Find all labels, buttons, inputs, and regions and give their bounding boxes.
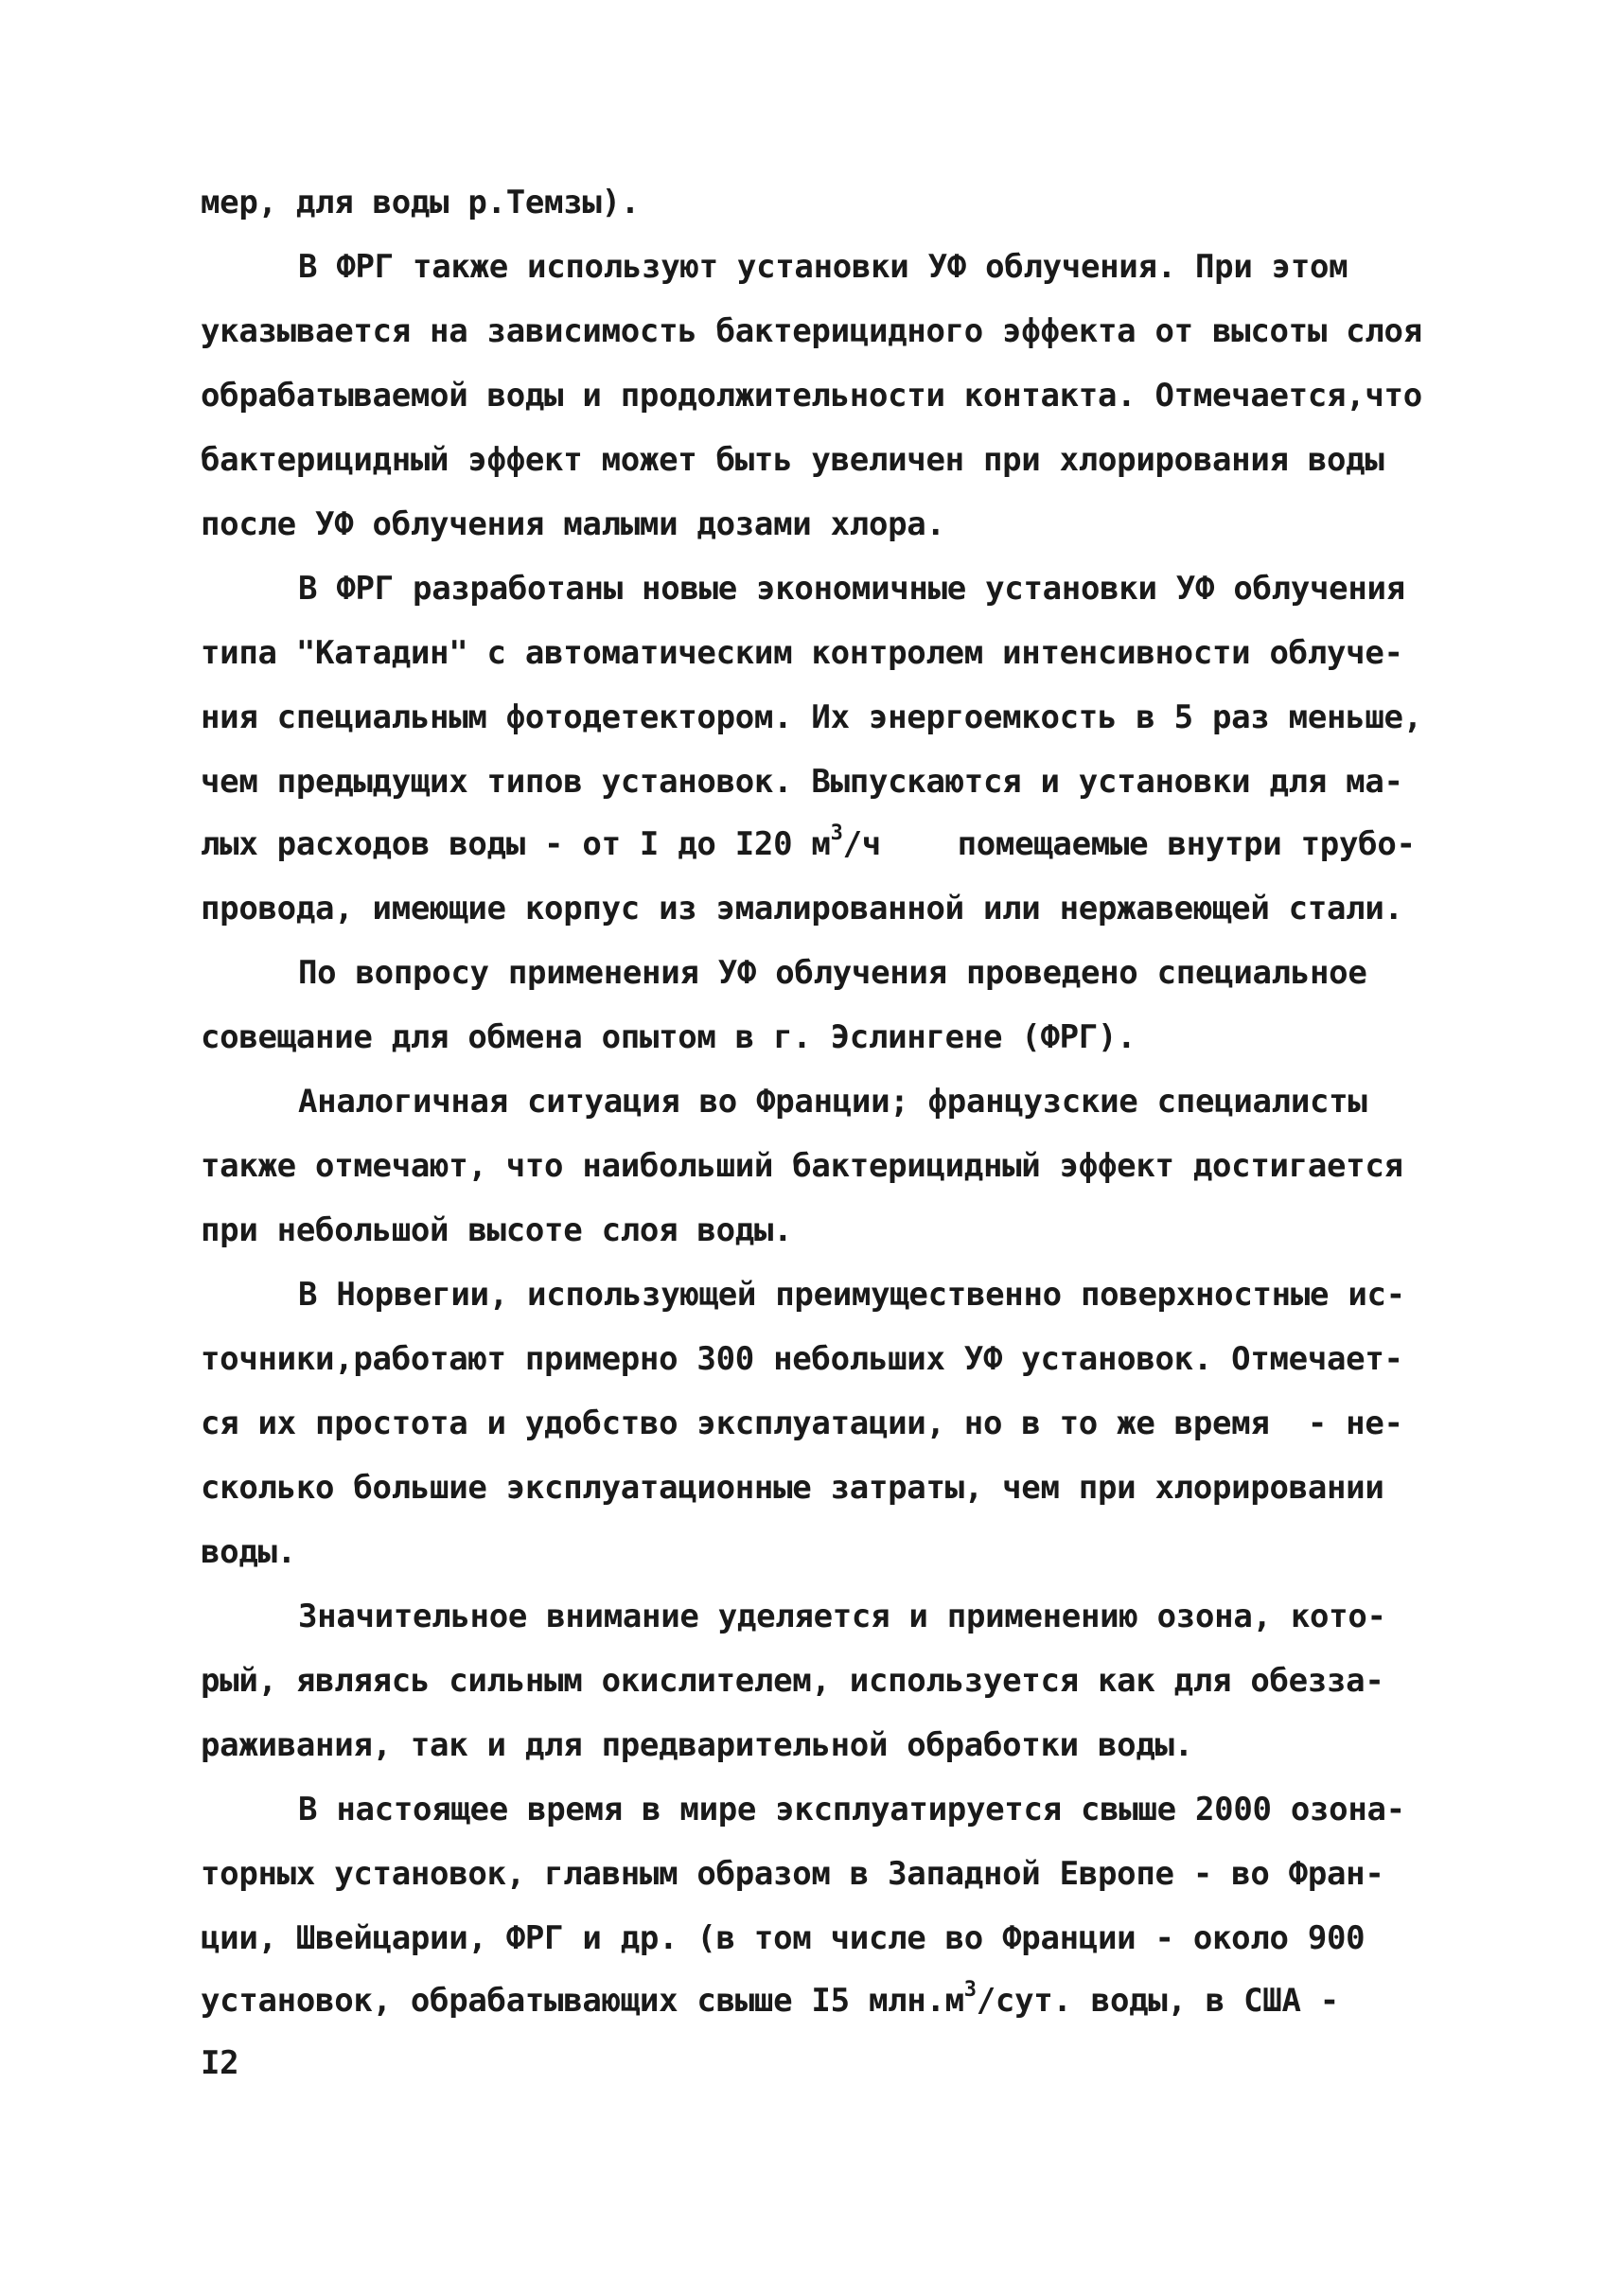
text-line: после УФ облучения малыми дозами хлора. (201, 505, 945, 543)
text-line: В Норвегии, использующей преимущественно поверхностные ис- (298, 1276, 1405, 1314)
text-line: ции, Швейцарии, ФРГ и др. (в том числе во Франции - около 900 (201, 1919, 1366, 1957)
text-line: Аналогичная ситуация во Франции; французские специалисты (298, 1083, 1367, 1121)
text-fragment: /сут. воды, в США - (976, 1982, 1339, 2020)
text-line: раживания, так и для предварительной обработки воды. (201, 1726, 1193, 1764)
text-line: чем предыдущих типов установок. Выпускаются и установки для ма- (201, 763, 1403, 801)
text-line: ся их простота и удобство эксплуатации, но в то же время - не- (201, 1404, 1403, 1442)
page-number: I2 (201, 2044, 239, 2082)
text-line: В настоящее время в мире эксплуатируется свыше 2000 озона- (298, 1791, 1405, 1828)
text-line: торных установок, главным образом в Западной Европе - во Фран- (201, 1855, 1384, 1893)
text-line: точники,работают примерно 300 небольших УФ установок. Отмечает- (201, 1340, 1403, 1378)
superscript: 3 (963, 1977, 977, 2002)
text-fragment: /ч помещаемые внутри трубо- (842, 825, 1416, 863)
text-fragment: установок, обрабатывающих свыше I5 млн.м (201, 1982, 964, 2020)
text-line: типа "Катадин" с автоматическим контролем интенсивности облуче- (201, 634, 1403, 672)
text-line: ния специальным фотодетектором. Их энергоемкость в 5 раз меньше, (201, 698, 1422, 736)
text-line: провода, имеющие корпус из эмалированной или нержавеющей стали. (201, 890, 1403, 927)
text-line: Значительное внимание уделяется и применению озона, кото- (298, 1598, 1386, 1635)
text-line: мер, для воды р.Темзы). (201, 184, 640, 221)
text-line: также отмечают, что наибольший бактерицидный эффект достигается (201, 1147, 1403, 1185)
text-line: совещание для обмена опытом в г. Эслингене (ФРГ). (201, 1018, 1136, 1056)
text-line: рый, являясь сильным окислителем, используется как для обезза- (201, 1662, 1384, 1700)
text-line: По вопросу применения УФ облучения проведено специальное (298, 954, 1367, 992)
text-line: бактерицидный эффект может быть увеличен при хлорирования воды (201, 441, 1384, 479)
text-line: при небольшой высоте слоя воды. (201, 1211, 793, 1249)
text-line: сколько большие эксплуатационные затраты, чем при хлорировании (201, 1469, 1384, 1507)
text-line (201, 821, 1416, 863)
text-fragment: лых расходов воды - от I до I20 м (201, 825, 831, 863)
text-line: воды. (201, 1533, 296, 1571)
text-line: В ФРГ также используют установки УФ облучения. При этом (298, 248, 1348, 286)
text-line (201, 1977, 1339, 2020)
text-line: обрабатываемой воды и продолжительности контакта. Отмечается,что (201, 377, 1422, 415)
text-line: указывается на зависимость бактерицидного эффекта от высоты слоя (201, 312, 1422, 350)
text-line: В ФРГ разработаны новые экономичные установки УФ облучения (298, 570, 1405, 608)
superscript: 3 (830, 821, 843, 845)
